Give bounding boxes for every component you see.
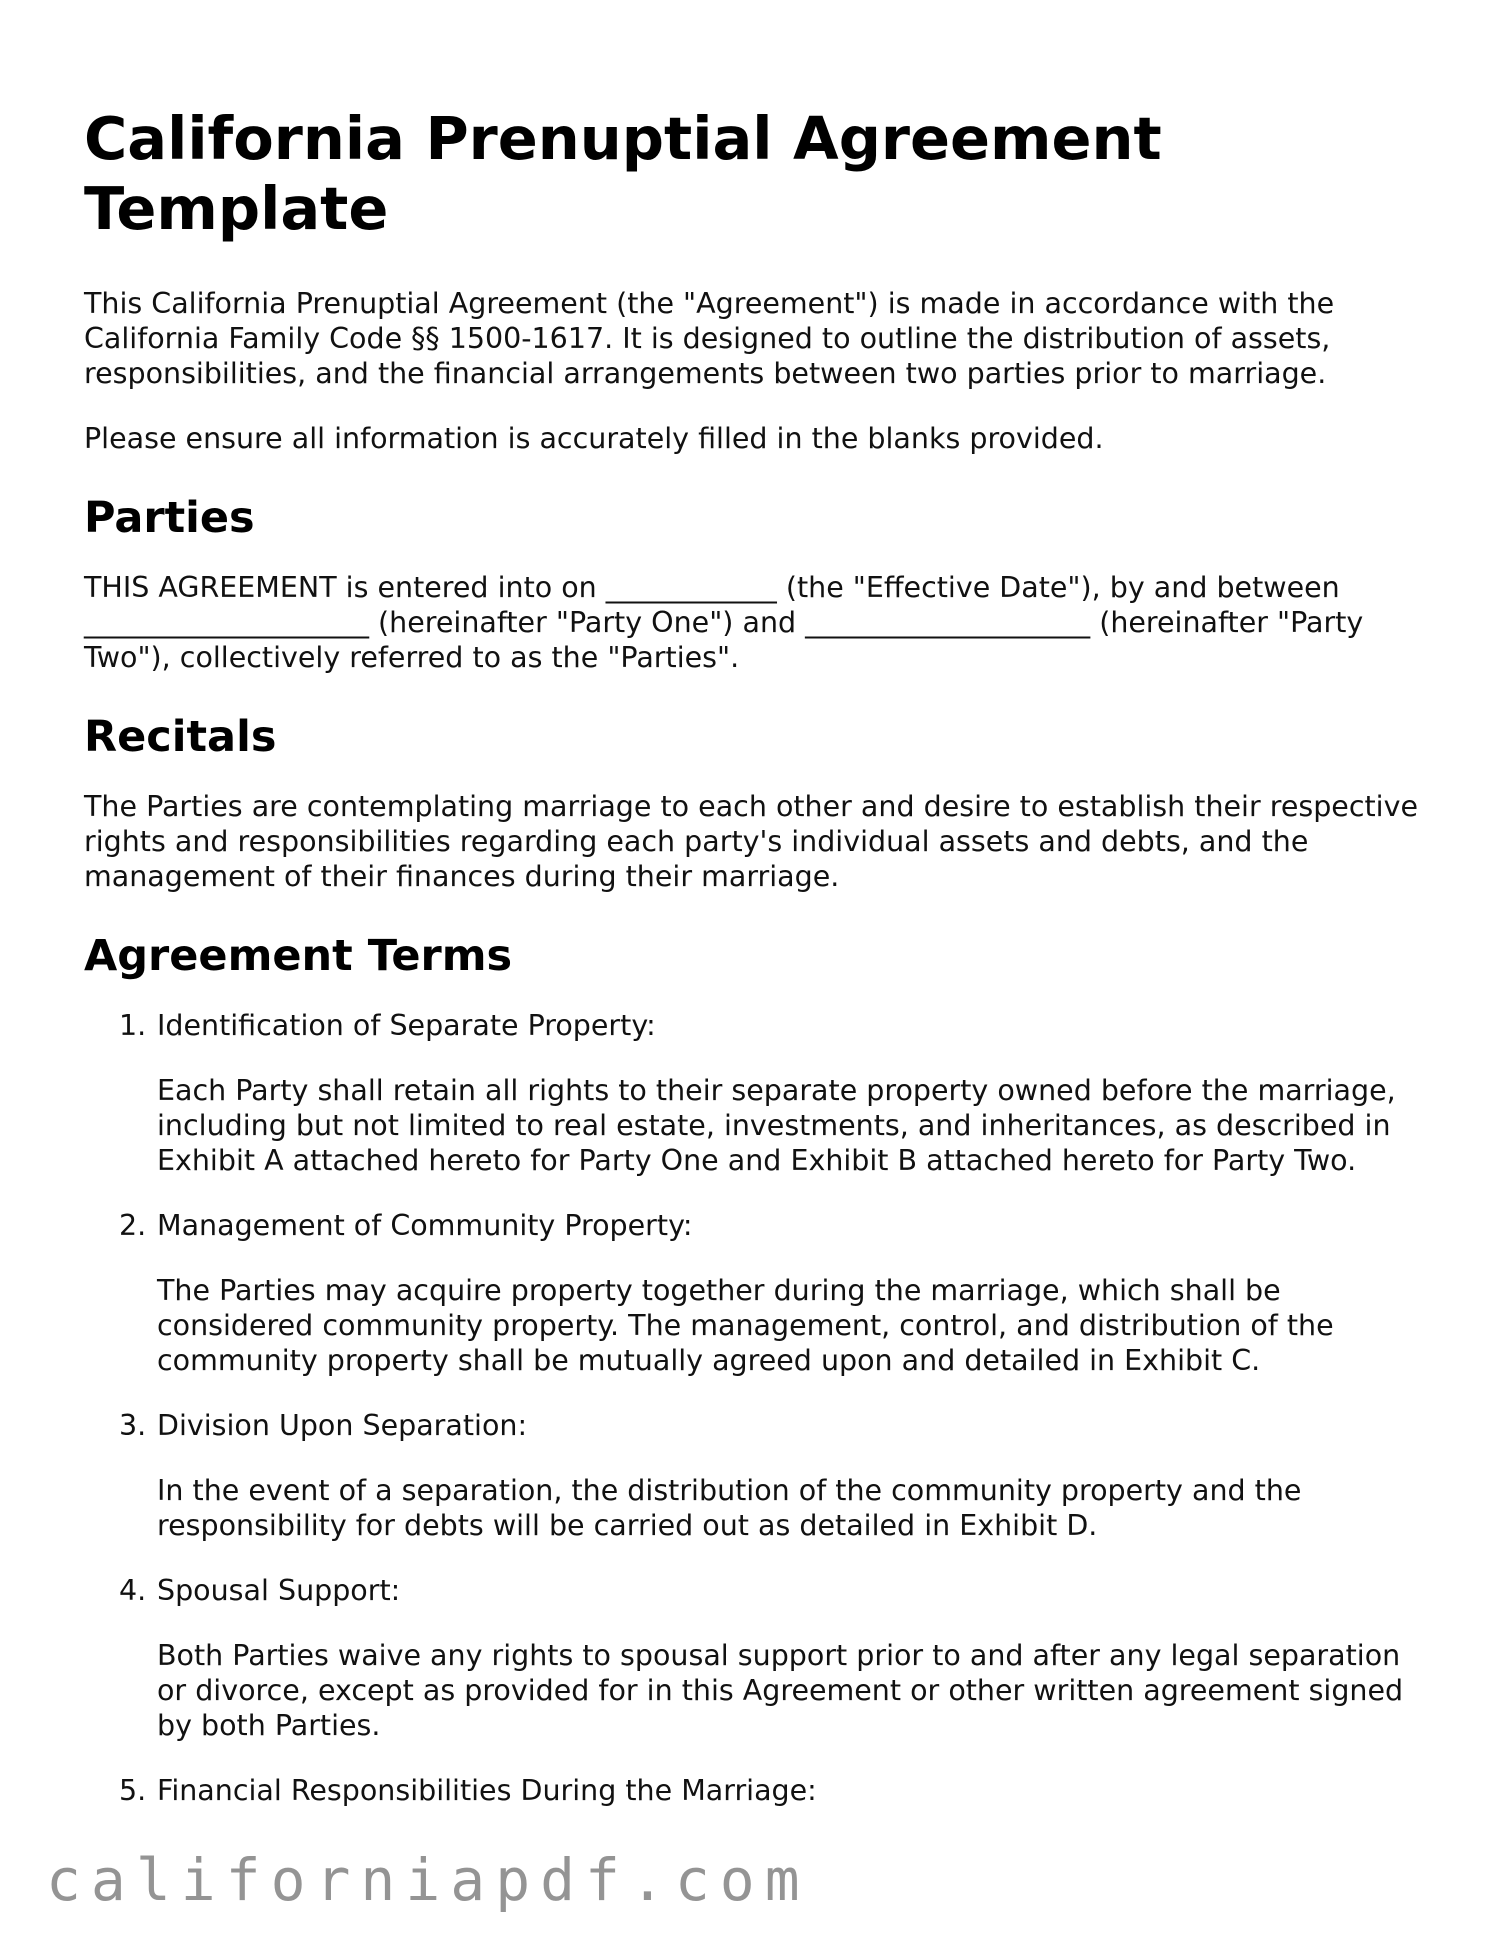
term-item <box>119 1208 1434 1378</box>
term-body: In the event of a separation, the distribution of the community property and the responsibility for debts will be carried out as detailed in Exhibit D. <box>157 1474 1302 1542</box>
term-title: Division Upon Separation: <box>157 1409 528 1442</box>
term-title: Spousal Support: <box>157 1574 401 1607</box>
term-item <box>119 1408 1434 1543</box>
term-item <box>119 1008 1434 1178</box>
intro-paragraph-2: Please ensure all information is accurately filled in the blanks provided. <box>84 422 1104 455</box>
term-body: The Parties may acquire property together during the marriage, which shall be considered community property. The management, control, and distribution of the community property shall be mutually agreed upon and detailed in Exhibit C. <box>157 1274 1334 1377</box>
agreement-terms-heading: Agreement Terms <box>84 931 513 981</box>
intro-paragraph-1: This California Prenuptial Agreement (the "Agreement") is made in accordance with the California Family Code §§ 1500-1617. It is designed to outline the distribution of assets, responsibilities, and the financial arrangements between two parties prior to marriage. <box>84 287 1335 390</box>
term-number: 3. <box>119 1409 147 1442</box>
watermark: californiapdf.com <box>46 1846 810 1914</box>
recitals-heading: Recitals <box>84 712 277 762</box>
document-title: California Prenuptial Agreement Template <box>84 104 1162 243</box>
term-number: 5. <box>119 1774 147 1807</box>
term-item <box>119 1573 1434 1743</box>
recitals-text: The Parties are contemplating marriage to each other and desire to establish their respective rights and responsibilities regarding each party's individual assets and debts, and the management of their finances during their marriage. <box>84 790 1419 893</box>
terms-list <box>84 1008 1434 1808</box>
term-title: Identification of Separate Property: <box>157 1009 656 1042</box>
term-number: 4. <box>119 1574 147 1607</box>
term-body: Each Party shall retain all rights to their separate property owned before the marriage, including but not limited to real estate, investments, and inheritances, as described in Exhibit A attached hereto for Party One and Exhibit B attached hereto for Party Two. <box>157 1074 1396 1177</box>
term-number: 1. <box>119 1009 147 1042</box>
term-item <box>119 1773 1434 1808</box>
term-body: Both Parties waive any rights to spousal support prior to and after any legal separation or divorce, except as provided for in this Agreement or other written agreement signed by both Parties. <box>157 1639 1404 1742</box>
term-number: 2. <box>119 1209 147 1242</box>
document-page <box>84 104 1434 1838</box>
parties-text: THIS AGREEMENT is entered into on ____________ (the "Effective Date"), by and between ____________________ (hereinafter "Party One") and ____________________ (hereinafter "Party Two"), collectively referred to as the "Parties". <box>84 571 1364 674</box>
term-title: Financial Responsibilities During the Marriage: <box>157 1774 817 1807</box>
term-title: Management of Community Property: <box>157 1209 693 1242</box>
parties-heading: Parties <box>84 493 255 543</box>
